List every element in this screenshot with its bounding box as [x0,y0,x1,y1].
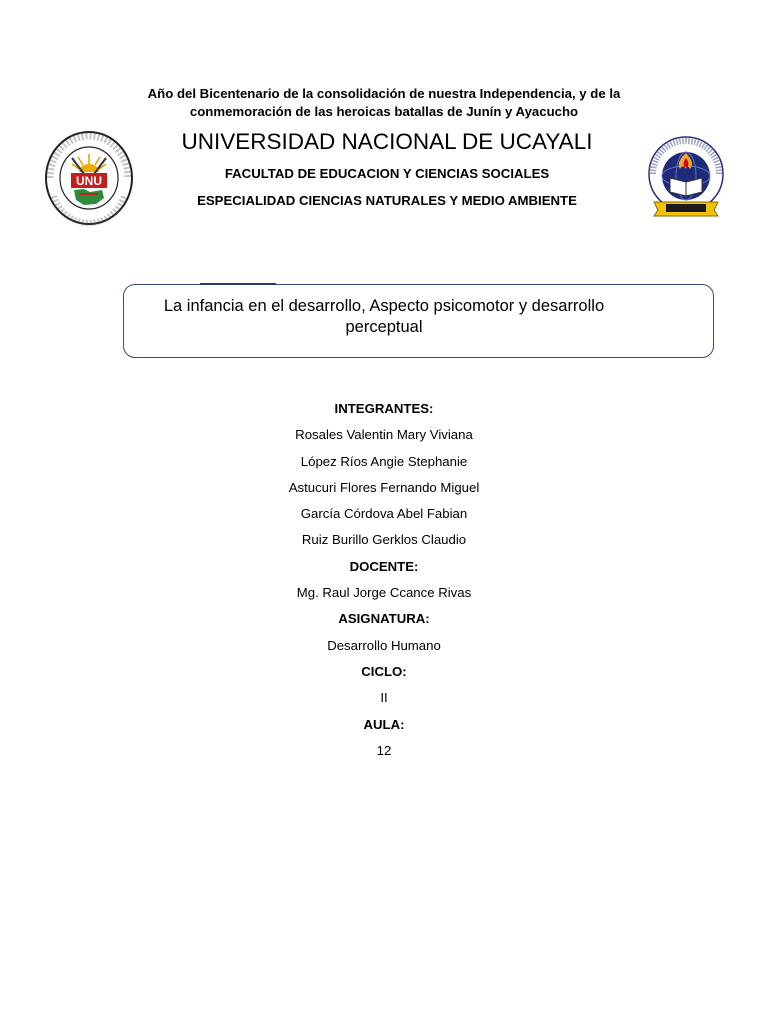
docente-heading: DOCENTE: [349,558,419,574]
info-section [184,398,584,766]
commemoration-line: Año del Bicentenario de la consolidación de nuestra Independencia, y de la conmemoración de las heroicas batallas de Junín y Ayacucho [147,86,621,119]
member-name: Rosales Valentin Mary Viviana [295,427,473,443]
unu-logo-text: UNU [76,174,102,188]
university-seal-logo [44,130,134,226]
university-name: UNIVERSIDAD NACIONAL DE UCAYALI [181,129,593,154]
faculty-emblem-logo [644,136,728,220]
asignatura-heading: ASIGNATURA: [338,611,430,627]
ciclo-value: II [380,690,388,706]
asignatura-value: Desarrollo Humano [327,637,441,653]
ciclo-heading: CICLO: [361,663,407,679]
member-name: López Ríos Angie Stephanie [300,453,468,469]
member-name: Ruiz Burillo Gerklos Claudio [301,532,467,548]
aula-heading: AULA: [363,716,405,732]
member-name: Astucuri Flores Fernando Miguel [288,479,480,495]
specialty-name: ESPECIALIDAD CIENCIAS NATURALES Y MEDIO AMBIENTE [197,193,577,208]
faculty-name: FACULTAD DE EDUCACION Y CIENCIAS SOCIALES [224,166,550,181]
title-box-accent-line [200,283,276,285]
docente-name: Mg. Raul Jorge Ccance Rivas [296,585,472,601]
integrantes-heading: INTEGRANTES: [334,401,434,416]
document-title: La infancia en el desarrollo, Aspecto psicomotor y desarrollo perceptual [163,297,605,336]
aula-value: 12 [376,742,392,758]
member-name: García Córdova Abel Fabian [300,506,468,522]
